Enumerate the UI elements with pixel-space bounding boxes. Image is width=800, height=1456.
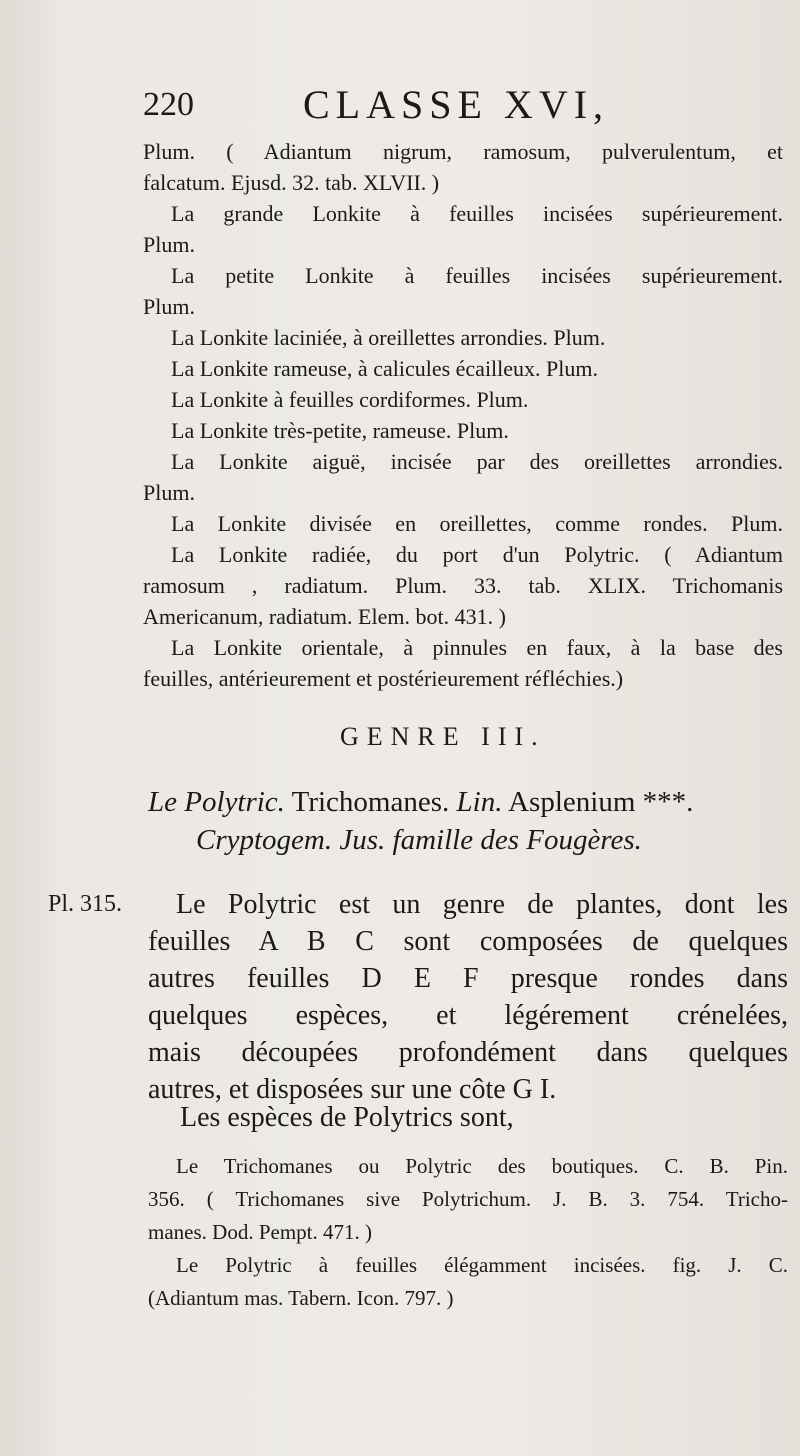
text-line: La Lonkite très-petite, rameuse. Plum. <box>171 418 509 443</box>
genre-name-italic: Le Polytric. <box>148 786 285 818</box>
text-line: La Lonkite divisée en oreillettes, comme rondes. Plum. <box>171 511 783 536</box>
text-line: mais découpées profondément dans quelques <box>148 1037 788 1068</box>
text-line: La petite Lonkite à feuilles incisées supérieurement. <box>171 263 783 288</box>
species-list-polytric <box>148 1150 788 1315</box>
text-line: La grande Lonkite à feuilles incisées supérieurement. <box>171 201 783 226</box>
class-title: CLASSE XVI, <box>303 82 610 127</box>
text-line: feuilles, antérieurement et postérieurement réfléchies.) <box>143 666 624 691</box>
genre-name-text: Trichomanes. <box>284 786 457 818</box>
text-line: Plum. ( Adiantum nigrum, ramosum, pulverulentum, et <box>143 139 783 164</box>
genre-title-line-2: Cryptogem. Jus. famille des Fougères. <box>196 824 642 856</box>
text-line: falcatum. Ejusd. 32. tab. XLVII. ) <box>143 170 440 195</box>
text-line: Americanum, radiatum. Elem. bot. 431. ) <box>143 604 506 629</box>
text-line: ramosum , radiatum. Plum. 33. tab. XLIX. Trichomanis <box>143 573 783 598</box>
species-list-lonkite <box>143 136 783 694</box>
page-header <box>143 80 663 130</box>
text-line: La Lonkite rameuse, à calicules écailleux. Plum. <box>171 356 599 381</box>
genre-description <box>148 886 788 1108</box>
text-line: La Lonkite aiguë, incisée par des oreillettes arrondies. <box>171 449 783 474</box>
text-line: 356. ( Trichomanes sive Polytrichum. J. B. 3. 754. Tricho- <box>148 1187 788 1211</box>
text-line: Plum. <box>143 232 195 257</box>
species-heading: Les espèces de Polytrics sont, <box>180 1102 514 1133</box>
text-line: feuilles A B C sont composées de quelques <box>148 926 788 957</box>
text-line: Plum. <box>143 480 195 505</box>
text-line: La Lonkite radiée, du port d'un Polytric. ( Adiantum <box>171 542 783 567</box>
text-line: autres, et disposées sur une côte G I. <box>148 1074 557 1105</box>
text-line: Le Trichomanes ou Polytric des boutiques. C. B. Pin. <box>176 1154 788 1178</box>
text-line: Le Polytric est un genre de plantes, dont les <box>176 889 788 920</box>
text-line: La Lonkite laciniée, à oreillettes arrondies. Plum. <box>171 325 606 350</box>
text-line: La Lonkite à feuilles cordiformes. Plum. <box>171 387 529 412</box>
genre-title-line-1 <box>148 782 788 822</box>
genre-name-text: Asplenium ***. <box>502 786 694 818</box>
text-line: quelques espèces, et légérement crénelées, <box>148 1000 788 1031</box>
text-line: manes. Dod. Pempt. 471. ) <box>148 1220 372 1244</box>
page-number: 220 <box>143 86 194 123</box>
genre-heading: GENRE III. <box>340 722 546 751</box>
genre-author-italic: Lin. <box>456 786 503 818</box>
text-line: Le Polytric à feuilles élégamment incisées. fig. J. C. <box>176 1253 788 1277</box>
text-line: (Adiantum mas. Tabern. Icon. 797. ) <box>148 1286 454 1310</box>
text-line: La Lonkite orientale, à pinnules en faux, à la base des <box>171 635 783 660</box>
text-line: autres feuilles D E F presque rondes dans <box>148 963 788 994</box>
text-line: Plum. <box>143 294 195 319</box>
plate-reference: Pl. 315. <box>48 891 123 917</box>
